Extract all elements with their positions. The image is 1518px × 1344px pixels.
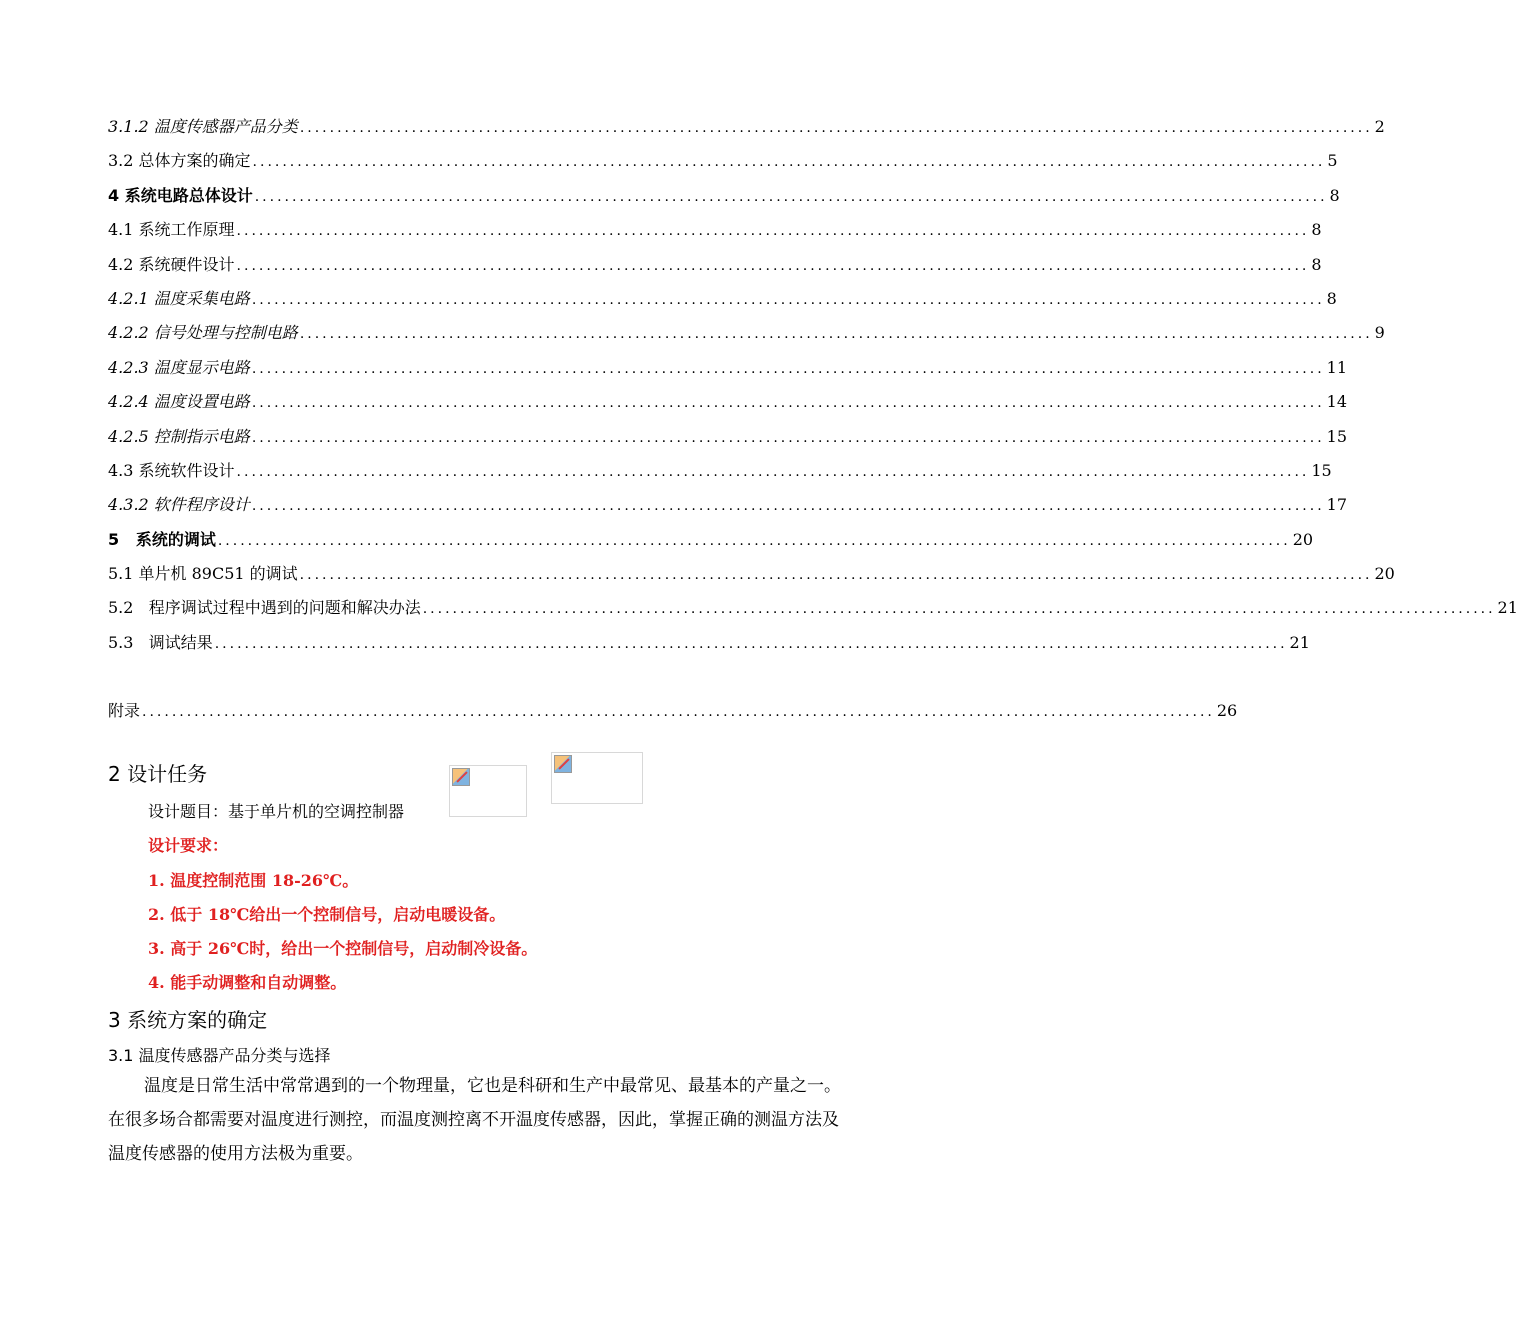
toc-entry[interactable]: 3.2 总体方案的确定 ................................................................................................................................................ 5: [108, 151, 1338, 171]
toc-entry[interactable]: 4.3 系统软件设计 ................................................................................................................................................ 15: [108, 460, 1332, 480]
toc-entry[interactable]: 4.1 系统工作原理 ................................................................................................................................................ 8: [108, 220, 1322, 240]
toc-entry[interactable]: 5.1 单片机 89C51 的调试 ................................................................................................................................................ 20: [108, 564, 1395, 584]
body-paragraph: 温度是日常生活中常常遇到的一个物理量，它也是科研和生产中最常见、最基本的产量之一。在很多场合都需要对温度进行测控，而温度测控离不开温度传感器，因此，掌握正确的测温方法及温度传感器的使用方法极为重要。: [108, 1076, 841, 1164]
toc-entry[interactable]: 4.2.1 温度采集电路 ................................................................................................................................................ 8: [108, 288, 1337, 308]
requirement-item: 4. 能手动调整和自动调整。: [148, 973, 347, 992]
section-heading-scheme: 3 系统方案的确定: [108, 1008, 268, 1032]
section-heading-design-task: 2 设计任务: [108, 762, 208, 786]
toc-entry[interactable]: 4.2.3 温度显示电路 ................................................................................................................................................ 11: [108, 357, 1347, 377]
broken-image-placeholder: [551, 752, 643, 804]
requirement-item: 1. 温度控制范围 18-26℃。: [148, 871, 359, 890]
requirements-title: 设计要求：: [148, 836, 229, 855]
toc-entry[interactable]: 附录 ................................................................................................................................................ 26: [108, 701, 1238, 721]
broken-image-placeholder: [449, 765, 527, 817]
design-topic: 设计题目：基于单片机的空调控制器: [148, 802, 405, 821]
toc-entry[interactable]: 5.3 调试结果 ................................................................................................................................................ 21: [108, 632, 1310, 652]
toc-entry[interactable]: 4.2.4 温度设置电路 ................................................................................................................................................ 14: [108, 392, 1347, 412]
broken-image-icon: [554, 755, 572, 773]
broken-image-icon: [452, 768, 470, 786]
toc-entry[interactable]: 4.2 系统硬件设计 ................................................................................................................................................ 8: [108, 254, 1322, 274]
requirement-item: 3. 高于 26℃时，给出一个控制信号，启动制冷设备。: [148, 939, 538, 958]
requirement-item: 2. 低于 18℃给出一个控制信号，启动电暖设备。: [148, 905, 506, 924]
toc-entry[interactable]: 4.3.2 软件程序设计 ................................................................................................................................................ 17: [108, 495, 1347, 515]
toc-entry[interactable]: 4 系统电路总体设计 ................................................................................................................................................ 8: [108, 185, 1340, 205]
toc-entry[interactable]: 4.2.5 控制指示电路 ................................................................................................................................................ 15: [108, 426, 1347, 446]
table-of-contents: [108, 110, 1518, 729]
toc-entry[interactable]: 5 系统的调试 ................................................................................................................................................ 20: [108, 529, 1314, 549]
toc-entry[interactable]: 5.2 程序调试过程中遇到的问题和解决办法 ................................................................................................................................................ 21: [108, 598, 1518, 618]
toc-entry[interactable]: 3.1.2 温度传感器产品分类 ................................................................................................................................................ 2: [108, 117, 1385, 136]
toc-entry[interactable]: 4.2.2 信号处理与控制电路 ................................................................................................................................................ 9: [108, 323, 1385, 343]
subsection-heading: 3.1 温度传感器产品分类与选择: [108, 1046, 331, 1065]
